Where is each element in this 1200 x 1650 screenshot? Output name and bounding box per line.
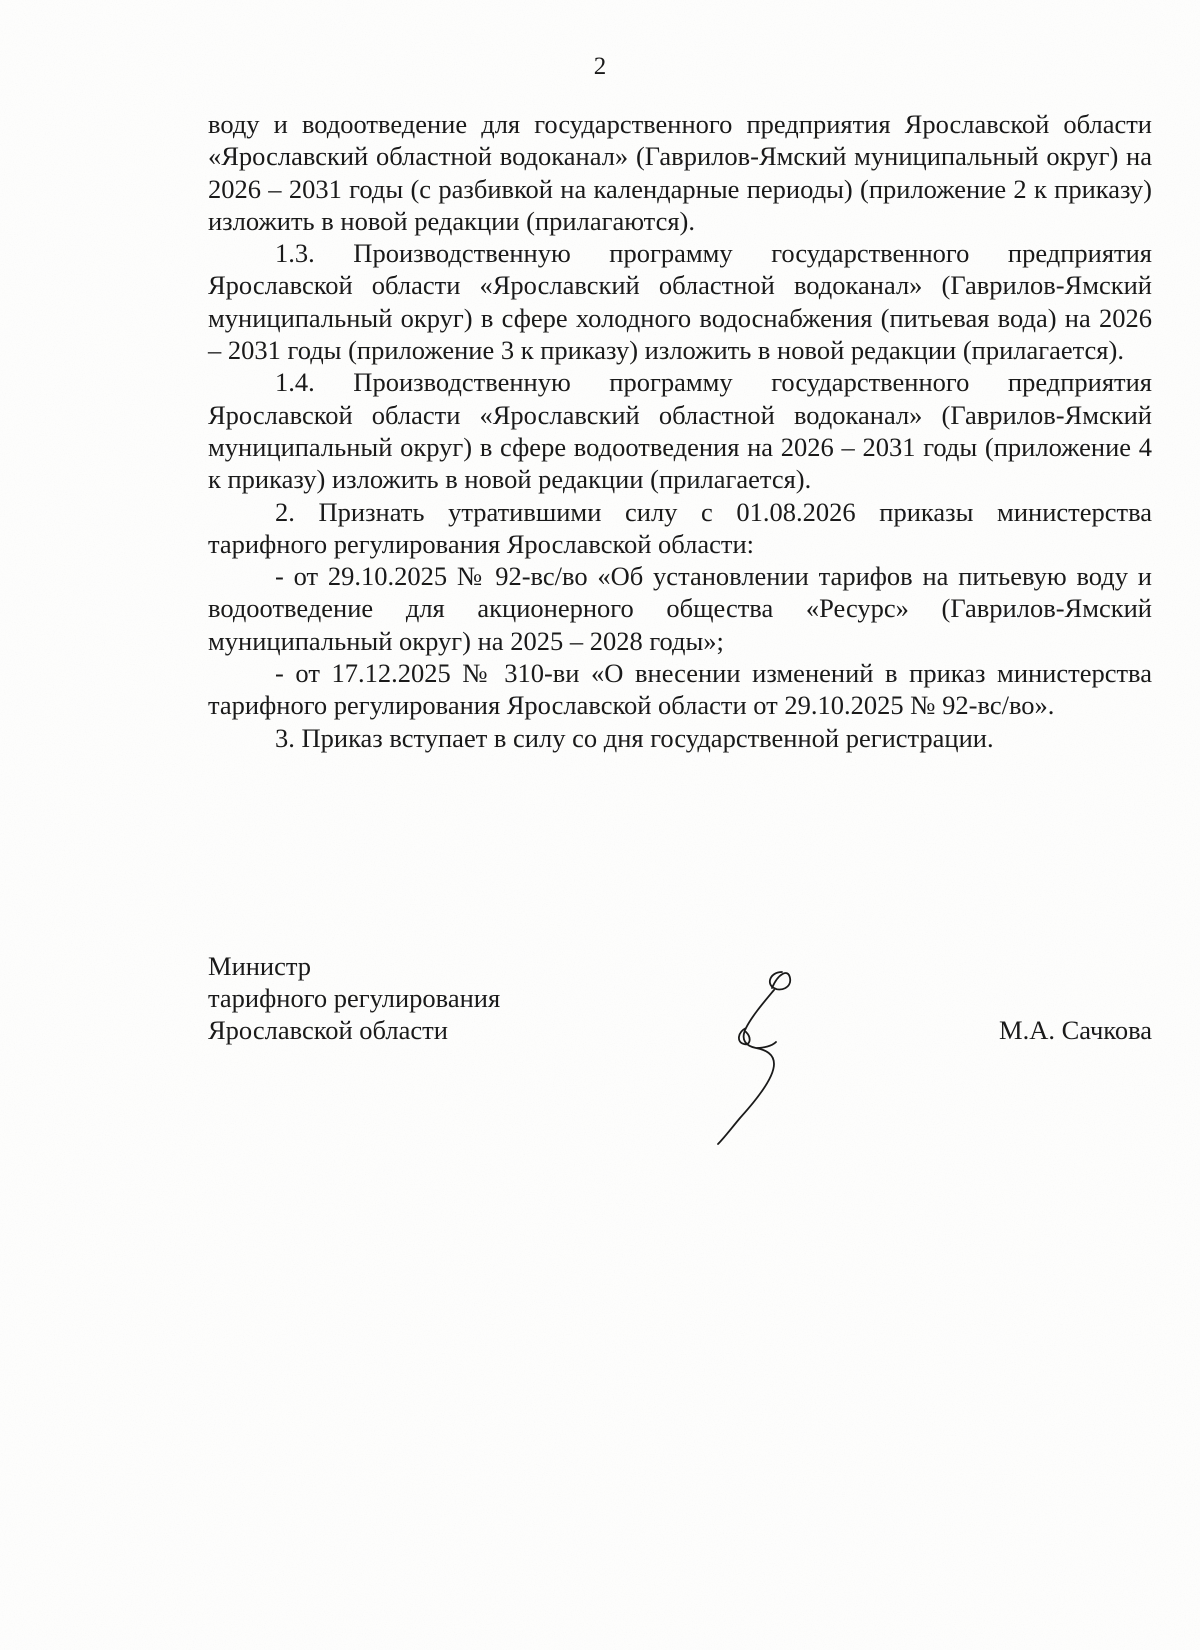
paragraph: 1.4. Производственную программу государственного предприятия Ярославской области «Ярославский областной водоканал» (Гаврилов-Ямский муниципальный округ) в сфере водоотведения на 2026 – 2031 годы (приложение 4 к приказу) изложить в новой редакции (прилагается).: [208, 367, 1152, 495]
paragraph: 2. Признать утратившими силу с 01.08.2026 приказы министерства тарифного регулирования Ярославской области:: [208, 496, 1152, 559]
paragraph: 3. Приказ вступает в силу со дня государственной регистрации.: [275, 722, 994, 753]
paragraph: 1.3. Производственную программу государственного предприятия Ярославской области «Ярославский областной водоканал» (Гаврилов-Ямский муниципальный округ) в сфере холодного водоснабжения (питьевая вода) на 2026 – 2031 годы (приложение 3 к приказу) изложить в новой редакции (прилагается).: [208, 238, 1152, 366]
page-number: 2: [593, 53, 607, 80]
handwritten-signature: [716, 968, 836, 1148]
document-body: [208, 108, 1152, 754]
signatory-position: [208, 950, 500, 1046]
paragraph: - от 29.10.2025 № 92-вс/во «Об установлении тарифов на питьевую воду и водоотведение для акционерного общества «Ресурс» (Гаврилов-Ямский муниципальный округ) на 2025 – 2028 годы»;: [208, 561, 1152, 656]
position-line: тарифного регулирования: [208, 983, 501, 1013]
paragraph: воду и водоотведение для государственного предприятия Ярославской области «Ярославский областной водоканал» (Гаврилов-Ямский муниципальный округ) на 2026 – 2031 годы (с разбивкой на календарные периоды) (приложение 2 к приказу) изложить в новой редакции (прилагаются).: [208, 109, 1152, 236]
paragraph: - от 17.12.2025 № 310-ви «О внесении изменений в приказ министерства тарифного регулирования Ярославской области от 29.10.2025 № 92-вс/во».: [208, 658, 1152, 721]
signer-name: М.А. Сачкова: [999, 1015, 1152, 1045]
position-line: Министр: [208, 951, 312, 981]
position-line: Ярославской области: [208, 1015, 448, 1045]
